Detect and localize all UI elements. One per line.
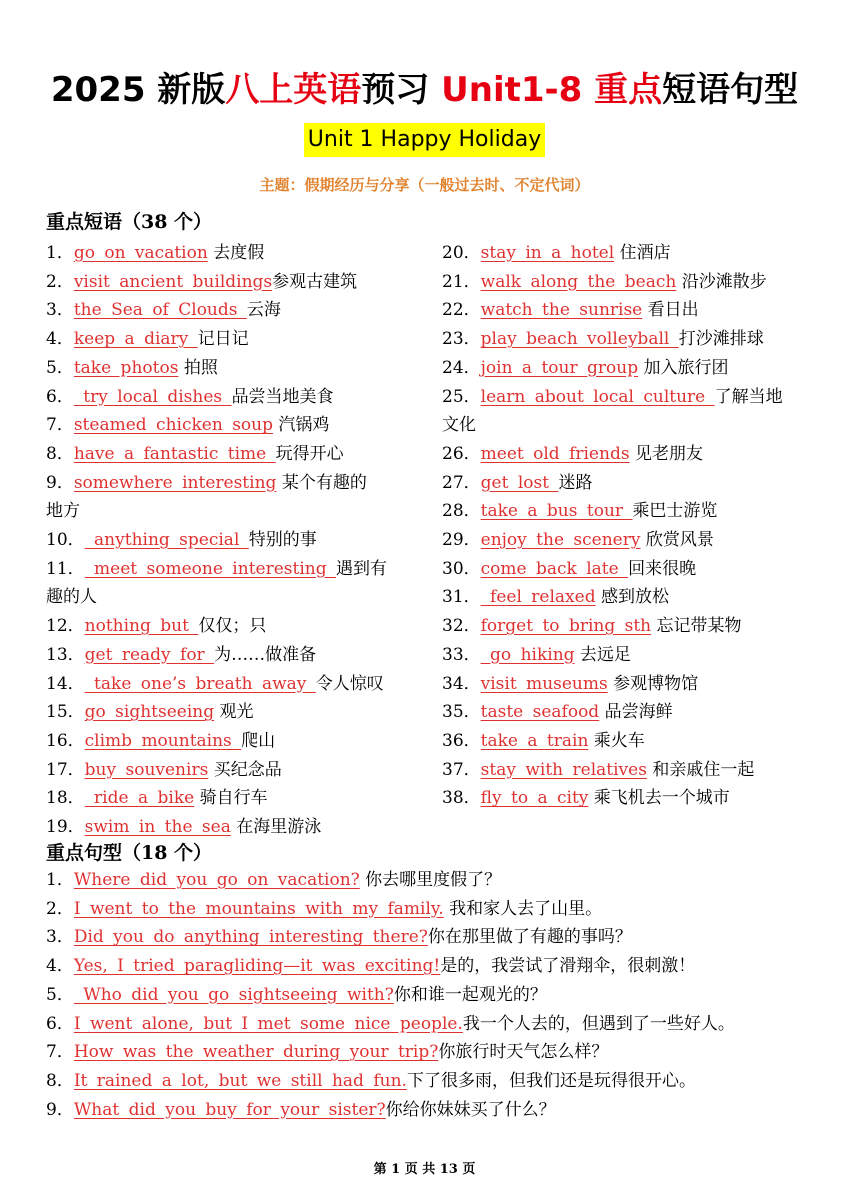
page-title [0, 62, 849, 111]
sentence-number: 6． [46, 1013, 74, 1034]
phrase-english: forget to bring sth [480, 616, 652, 637]
phrase-chinese: 骑自行车 [194, 788, 268, 809]
phrase-chinese: 感到放松 [595, 587, 669, 608]
phrase-english: fly to a city [480, 788, 589, 809]
phrase-english: join a tour group [480, 357, 639, 378]
phrase-chinese: 去远足 [574, 644, 631, 665]
phrase-english: meet someone interesting [84, 558, 337, 579]
phrase-number: 11． [46, 558, 85, 579]
phrase-chinese: 加入旅行团 [638, 357, 729, 378]
phrase-chinese: 玩得开心 [275, 443, 344, 464]
phrase-chinese-continued: 地方 [46, 501, 80, 522]
phrase-english: climb mountains [84, 730, 242, 751]
phrase-number: 2． [46, 271, 74, 292]
sentence-chinese: 下了很多雨，但我们还是玩得很开心。 [406, 1070, 696, 1091]
phrase-english: stay with relatives [480, 759, 647, 780]
phrase-chinese-continued: 趣的人 [46, 587, 97, 608]
phrase-item [442, 641, 832, 670]
title-part-preview: 预习 [361, 70, 442, 110]
phrase-number: 1． [46, 243, 74, 263]
phrase-item [442, 612, 832, 641]
phrase-number: 34． [442, 673, 481, 694]
phrase-english: taste seafood [480, 702, 600, 723]
phrase-number: 18． [46, 788, 85, 809]
sentence-chinese: 你和谁一起观光的？ [393, 984, 547, 1005]
sentence-english: How was the weather during your trip? [73, 1042, 439, 1063]
sentence-item [46, 1096, 735, 1125]
phrase-number: 19． [46, 817, 85, 838]
phrase-item [442, 325, 832, 354]
phrase-english: nothing but [84, 616, 199, 637]
sentence-number: 1． [46, 870, 74, 890]
phrases-heading: 重点短语（38 个） [46, 211, 213, 233]
phrase-chinese: 去度假 [207, 243, 265, 263]
phrase-chinese-continued: 文化 [442, 415, 476, 436]
phrase-number: 30． [442, 558, 481, 579]
phrase-item [442, 497, 832, 526]
phrase-chinese: 乘巴士游览 [632, 501, 718, 522]
sentence-english: What did you buy for your sister? [73, 1099, 386, 1120]
phrase-chinese: 回来很晚 [628, 558, 697, 579]
phrase-chinese: 爬山 [241, 730, 276, 751]
phrase-english: buy souvenirs [84, 759, 209, 780]
phrase-item [46, 698, 426, 727]
phrase-english: play beach volleyball [480, 329, 679, 350]
phrase-number: 6． [46, 386, 74, 407]
sentence-number: 5． [46, 984, 74, 1005]
phrase-number: 36． [442, 730, 481, 751]
phrase-chinese: 沿沙滩散步 [676, 271, 767, 292]
phrase-number: 7． [46, 415, 74, 436]
phrase-english: go on vacation [73, 243, 208, 263]
phrase-chinese: 见老朋友 [629, 443, 703, 464]
phrase-chinese: 拍照 [178, 357, 218, 378]
phrase-number: 22． [442, 300, 481, 321]
sentence-item [46, 923, 735, 952]
phrase-number: 10． [46, 530, 85, 551]
sentence-number: 3． [46, 927, 74, 948]
phrase-english: visit museums [480, 673, 608, 694]
sentence-number: 9． [46, 1099, 74, 1120]
unit-title: Unit 1 Happy Holiday [304, 123, 545, 157]
sentence-item [46, 952, 735, 981]
phrase-item [46, 354, 426, 383]
phrase-english: go sightseeing [84, 702, 215, 723]
phrase-number: 21． [442, 271, 481, 292]
phrase-number: 38． [442, 788, 481, 809]
phrase-item [46, 670, 426, 699]
phrase-number: 16． [46, 730, 85, 751]
title-part-year: 2025 新版 [50, 70, 226, 110]
phrase-number: 25． [442, 386, 481, 407]
phrase-item [442, 526, 832, 555]
phrase-chinese: 乘飞机去一个城市 [588, 788, 730, 809]
phrase-item [46, 784, 426, 813]
sentence-english: It rained a lot, but we still had fun. [73, 1070, 407, 1091]
phrase-item [46, 526, 426, 555]
phrase-chinese: 特别的事 [248, 530, 317, 551]
phrase-chinese: 乘火车 [588, 730, 645, 751]
phrase-number: 32． [442, 616, 481, 637]
phrase-english: visit ancient buildings [73, 271, 273, 292]
phrase-chinese: 某个有趣的 [276, 472, 367, 493]
phrase-chinese: 欣赏风景 [640, 530, 714, 551]
phrase-english: get ready for [84, 644, 215, 665]
phrase-number: 8． [46, 443, 74, 464]
phrase-item [442, 784, 832, 813]
phrase-number: 17． [46, 759, 85, 780]
sentence-english: I went to the mountains with my family. [73, 898, 444, 919]
phrase-chinese: 品尝海鲜 [599, 702, 673, 723]
phrase-item [442, 583, 832, 612]
phrase-english: ride a bike [84, 788, 195, 809]
phrase-item [46, 268, 426, 297]
phrase-english: meet old friends [480, 443, 630, 464]
phrase-item [442, 756, 832, 785]
sentence-item [46, 1038, 735, 1067]
phrase-number: 35． [442, 702, 481, 723]
sentence-item [46, 895, 735, 924]
sentences-heading: 重点句型（18 个） [46, 842, 213, 864]
sentence-chinese: 是的，我尝试了滑翔伞，很刺激！ [440, 956, 696, 977]
phrase-chinese: 迷路 [558, 472, 593, 493]
sentence-english: Who did you go sightseeing with? [73, 984, 394, 1005]
phrase-chinese: 买纪念品 [208, 759, 282, 780]
phrase-number: 26． [442, 443, 481, 464]
phrase-english: anything special [84, 530, 249, 551]
phrase-english: get lost [480, 472, 559, 493]
phrase-chinese: 了解当地 [714, 386, 783, 407]
phrase-item [46, 727, 426, 756]
phrase-english: the Sea of Clouds [73, 300, 247, 321]
phrase-item [442, 727, 832, 756]
title-part-subject: 八上英语 [225, 70, 362, 110]
phrase-item [46, 239, 426, 268]
phrase-english: stay in a hotel [480, 243, 615, 263]
sentence-number: 7． [46, 1042, 74, 1063]
phrase-item [442, 555, 832, 584]
phrase-number: 14． [46, 673, 85, 694]
sentence-english: I went alone, but I met some nice people. [73, 1013, 463, 1034]
phrase-item [442, 296, 832, 325]
sentence-number: 8． [46, 1070, 74, 1091]
phrase-number: 37． [442, 759, 481, 780]
sentence-chinese: 我和家人去了山里。 [443, 898, 603, 919]
sentence-chinese: 我一个人去的，但遇到了一些好人。 [462, 1013, 735, 1034]
phrase-number: 5． [46, 357, 74, 378]
phrase-chinese: 参观博物馆 [607, 673, 699, 694]
phrase-english: swim in the sea [84, 817, 231, 838]
phrase-english: steamed chicken soup [73, 415, 273, 436]
sentences-list [46, 866, 735, 1124]
phrase-item [442, 698, 832, 727]
sentence-number: 2． [46, 898, 74, 919]
phrase-number: 27． [442, 472, 481, 493]
phrase-item [46, 325, 426, 354]
phrase-chinese: 住酒店 [614, 243, 671, 263]
phrase-number: 12． [46, 616, 85, 637]
phrase-english: take photos [73, 357, 179, 378]
phrase-item [442, 383, 832, 412]
phrase-number: 15． [46, 702, 85, 723]
phrase-english: go hiking [480, 644, 575, 665]
phrase-chinese: 忘记带某物 [651, 616, 742, 637]
phrase-number: 4． [46, 329, 74, 350]
page-footer: 第 1 页 共 13 页 [373, 1162, 476, 1177]
phrase-item [46, 469, 426, 498]
phrase-chinese: 令人惊叹 [315, 673, 384, 694]
phrase-item [442, 440, 832, 469]
phrase-english: walk along the beach [480, 271, 677, 292]
phrase-number: 23． [442, 329, 481, 350]
phrase-number: 28． [442, 501, 481, 522]
phrase-english: feel relaxed [480, 587, 596, 608]
phrase-item [442, 670, 832, 699]
phrase-english: try local dishes [73, 386, 232, 407]
phrase-item [46, 296, 426, 325]
phrase-english: learn about local culture [480, 386, 715, 407]
phrase-english: take a train [480, 730, 589, 751]
phrase-number: 20． [442, 243, 481, 263]
phrase-chinese: 汽锅鸡 [272, 415, 330, 436]
title-part-units: Unit1-8 重点 [441, 70, 663, 110]
phrase-english: take one’s breath away [84, 673, 316, 694]
phrase-item [442, 354, 832, 383]
title-part-topic: 短语句型 [662, 70, 799, 110]
sentence-english: Yes, I tried paragliding—it was exciting! [73, 956, 441, 977]
theme-line: 主题：假期经历与分享（一般过去时、不定代词） [259, 176, 590, 194]
sentence-chinese: 你在那里做了有趣的事吗？ [427, 927, 632, 948]
phrase-chinese: 打沙滩排球 [678, 329, 764, 350]
phrase-number: 3． [46, 300, 74, 321]
phrase-number: 24． [442, 357, 481, 378]
phrase-chinese: 仅仅；只 [198, 616, 267, 637]
phrase-chinese: 为……做准备 [214, 644, 317, 665]
phrases-left-column [46, 239, 426, 842]
phrases-right-column [442, 239, 832, 813]
phrase-english: keep a diary [73, 329, 198, 350]
phrase-item [46, 411, 426, 440]
phrase-chinese: 品尝当地美食 [231, 386, 334, 407]
phrase-item [46, 612, 426, 641]
sentence-item [46, 1010, 735, 1039]
phrase-chinese: 观光 [214, 702, 254, 723]
phrase-item [46, 756, 426, 785]
phrase-english: have a fantastic time [73, 443, 276, 464]
sentence-item [46, 1067, 735, 1096]
sentence-chinese: 你旅行时天气怎么样？ [438, 1042, 609, 1063]
phrase-item [46, 440, 426, 469]
phrase-number: 9． [46, 472, 74, 493]
phrase-english: take a bus tour [480, 501, 633, 522]
phrase-item [46, 383, 426, 412]
phrase-number: 13． [46, 644, 85, 665]
sentence-chinese: 你给你妹妹买了什么？ [385, 1099, 556, 1120]
phrase-chinese: 和亲戚住一起 [646, 759, 755, 780]
phrase-chinese: 记日记 [197, 329, 249, 350]
sentence-number: 4． [46, 956, 74, 977]
sentence-item [46, 866, 735, 895]
sentence-english: Did you do anything interesting there? [73, 927, 428, 948]
phrase-item [46, 641, 426, 670]
phrase-english: enjoy the scenery [480, 530, 641, 551]
phrase-item [442, 469, 832, 498]
phrase-chinese: 在海里游泳 [230, 817, 322, 838]
phrase-number: 29． [442, 530, 481, 551]
phrase-chinese: 参观古建筑 [272, 271, 358, 292]
sentence-english: Where did you go on vacation? [73, 870, 360, 890]
phrase-number: 33． [442, 644, 481, 665]
phrase-item [46, 555, 426, 584]
phrase-number: 31． [442, 587, 481, 608]
phrase-english: come back late [480, 558, 629, 579]
phrase-english: watch the sunrise [480, 300, 643, 321]
phrase-chinese: 遇到有 [336, 558, 388, 579]
phrase-chinese: 看日出 [642, 300, 699, 321]
phrase-item [442, 268, 832, 297]
phrase-english: somewhere interesting [73, 472, 277, 493]
phrase-chinese: 云海 [246, 300, 281, 321]
sentence-item [46, 981, 735, 1010]
phrase-item [442, 239, 832, 268]
sentence-chinese: 你去哪里度假了？ [359, 870, 502, 890]
